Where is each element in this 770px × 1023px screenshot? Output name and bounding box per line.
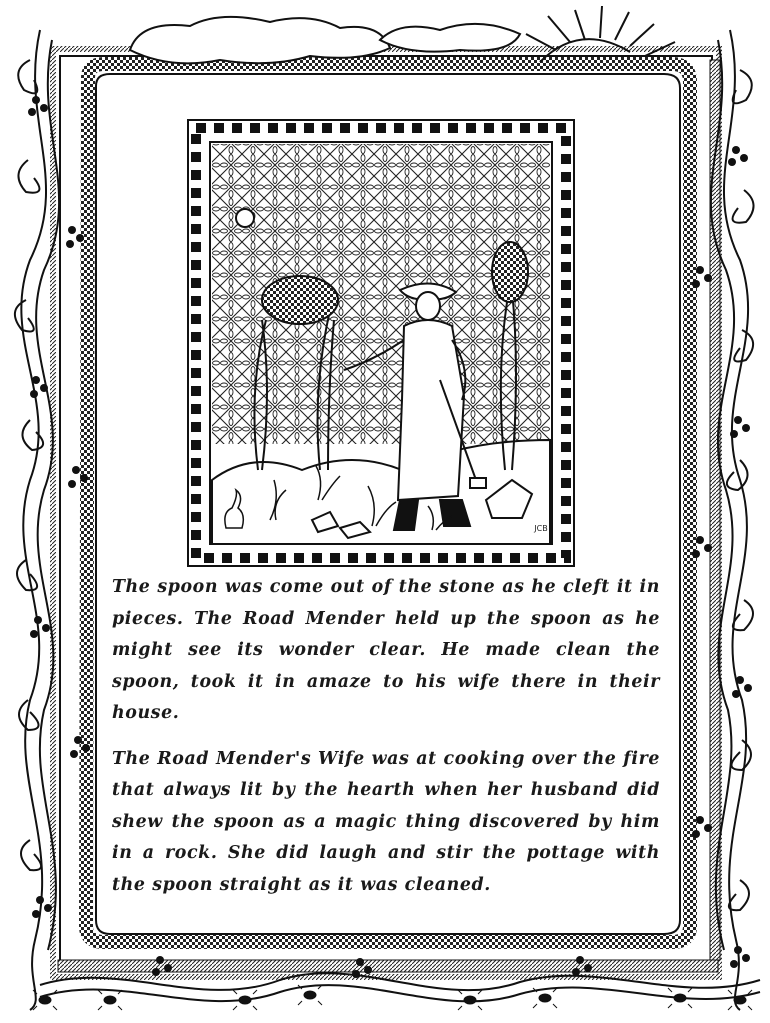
story-text [112, 572, 660, 912]
beetle-icons [33, 985, 752, 1010]
artist-signature: JCB [534, 524, 548, 533]
story-paragraph-2: The Road Mender's Wife was at cooking over the fire that always lit by the hearth when her husband did shew the spoon as a magic thing discovered by him in a rock. She did laugh and stir the pottage with the spoon straight as it was cleaned. [112, 748, 660, 895]
sun-icon [526, 6, 675, 62]
story-paragraph-1: The spoon was come out of the stone as he cleft it in pieces. The Road Mender held up the spoon as he might see its wonder clear. He made clean the spoon, took it in amaze to his wife there in their house. [112, 577, 660, 723]
sky-sun-icon [236, 209, 254, 227]
illustration [188, 120, 574, 566]
